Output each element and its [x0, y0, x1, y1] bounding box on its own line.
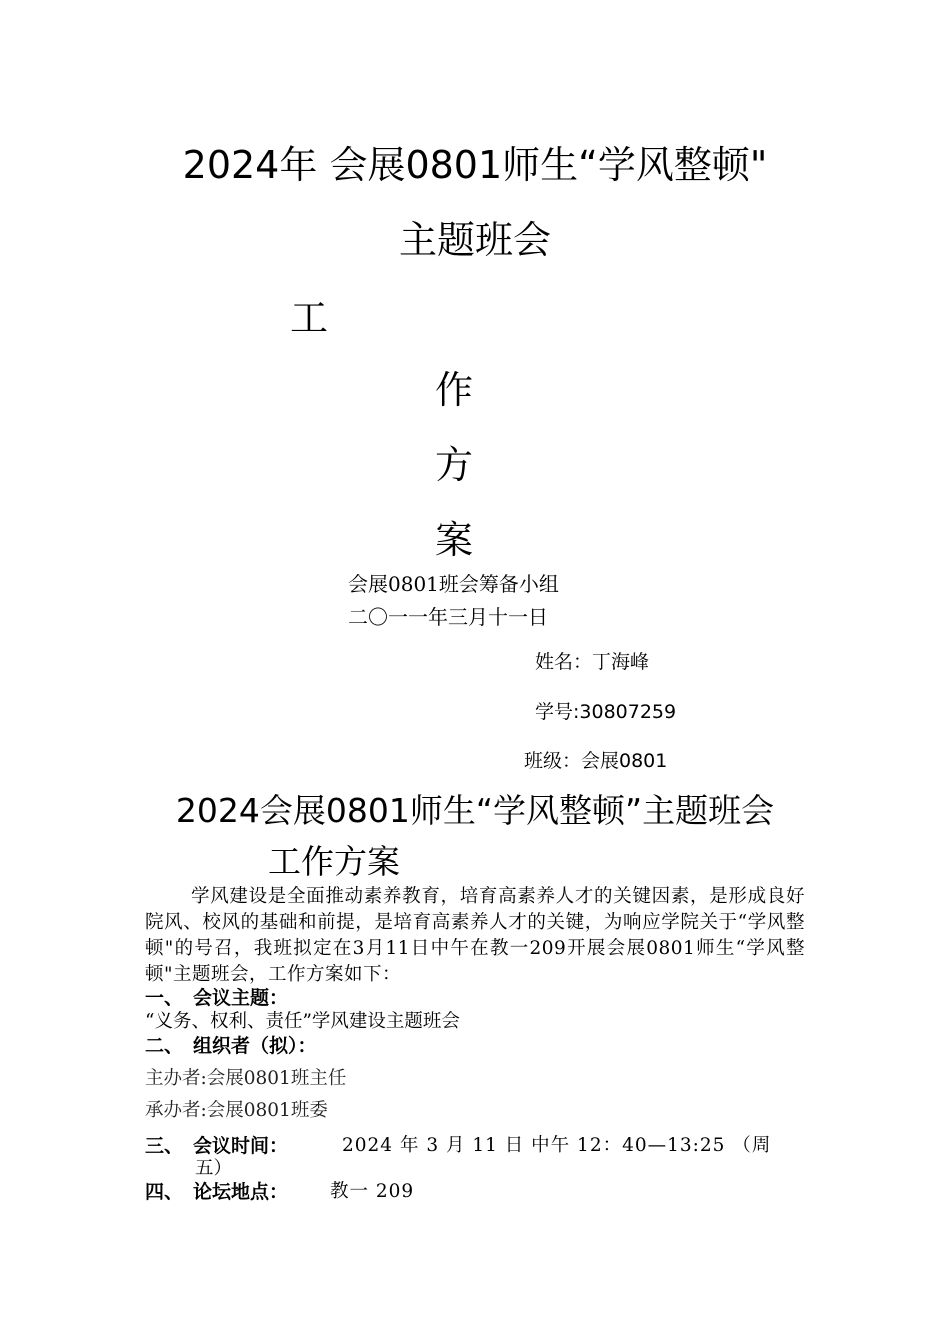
section-number: 四、: [145, 1181, 184, 1203]
meeting-time: 2024 年 3 月 11 日 中午 12：40—13:25 （周: [342, 1135, 772, 1156]
section-number: 三、: [145, 1135, 184, 1157]
cover-vertical-char: 方: [435, 443, 474, 487]
section-title: 会议时间：: [193, 1135, 289, 1157]
cover-title-line-1: 2024年 会展0801师生“学风整顿": [182, 143, 768, 187]
document-title-line-2: 工作方案: [268, 842, 400, 881]
host-line: 主办者:会展0801班主任: [145, 1068, 347, 1089]
section-heading: [145, 1033, 317, 1059]
section-title: 论坛地点：: [193, 1181, 289, 1203]
organizer-line: 承办者:会展0801班委: [145, 1100, 328, 1121]
cover-organizer: 会展0801班会筹备小组: [348, 572, 559, 596]
student-id: 学号:30807259: [535, 701, 677, 723]
meeting-time-continued: 五）: [195, 1158, 233, 1179]
cover-date: 二〇一一年三月十一日: [348, 605, 548, 629]
meeting-theme: “义务、权利、责任”学风建设主题班会: [145, 1011, 460, 1032]
cover-vertical-char: 案: [435, 518, 474, 562]
section-title: 会议主题：: [193, 987, 289, 1009]
section-title: 组织者（拟）：: [193, 1035, 317, 1057]
intro-paragraph: 学风建设是全面推动素养教育，培育高素养人才的关键因素，是形成良好院风、校风的基础和前提，是培育高素养人才的关键，为响应学院关于“学风整顿"的号召，我班拟定在3月11日中午在教一209开展会展0801师生“学风整顿"主题班会，工作方案如下：: [145, 886, 805, 985]
cover-title-line-2: 主题班会: [398, 218, 551, 262]
cover-vertical-char: 作: [435, 368, 474, 412]
section-heading: [145, 1179, 288, 1205]
cover-vertical-char: 工: [290, 296, 329, 340]
student-name: 姓名：丁海峰: [535, 651, 650, 673]
student-class: 班级：会展0801: [524, 750, 668, 772]
document-title-line-1: 2024会展0801师生“学风整顿”主题班会: [175, 791, 775, 830]
section-number: 二、: [145, 1035, 184, 1057]
section-number: 一、: [145, 987, 184, 1009]
section-heading: [145, 985, 288, 1011]
meeting-location: 教一 209: [330, 1181, 415, 1202]
